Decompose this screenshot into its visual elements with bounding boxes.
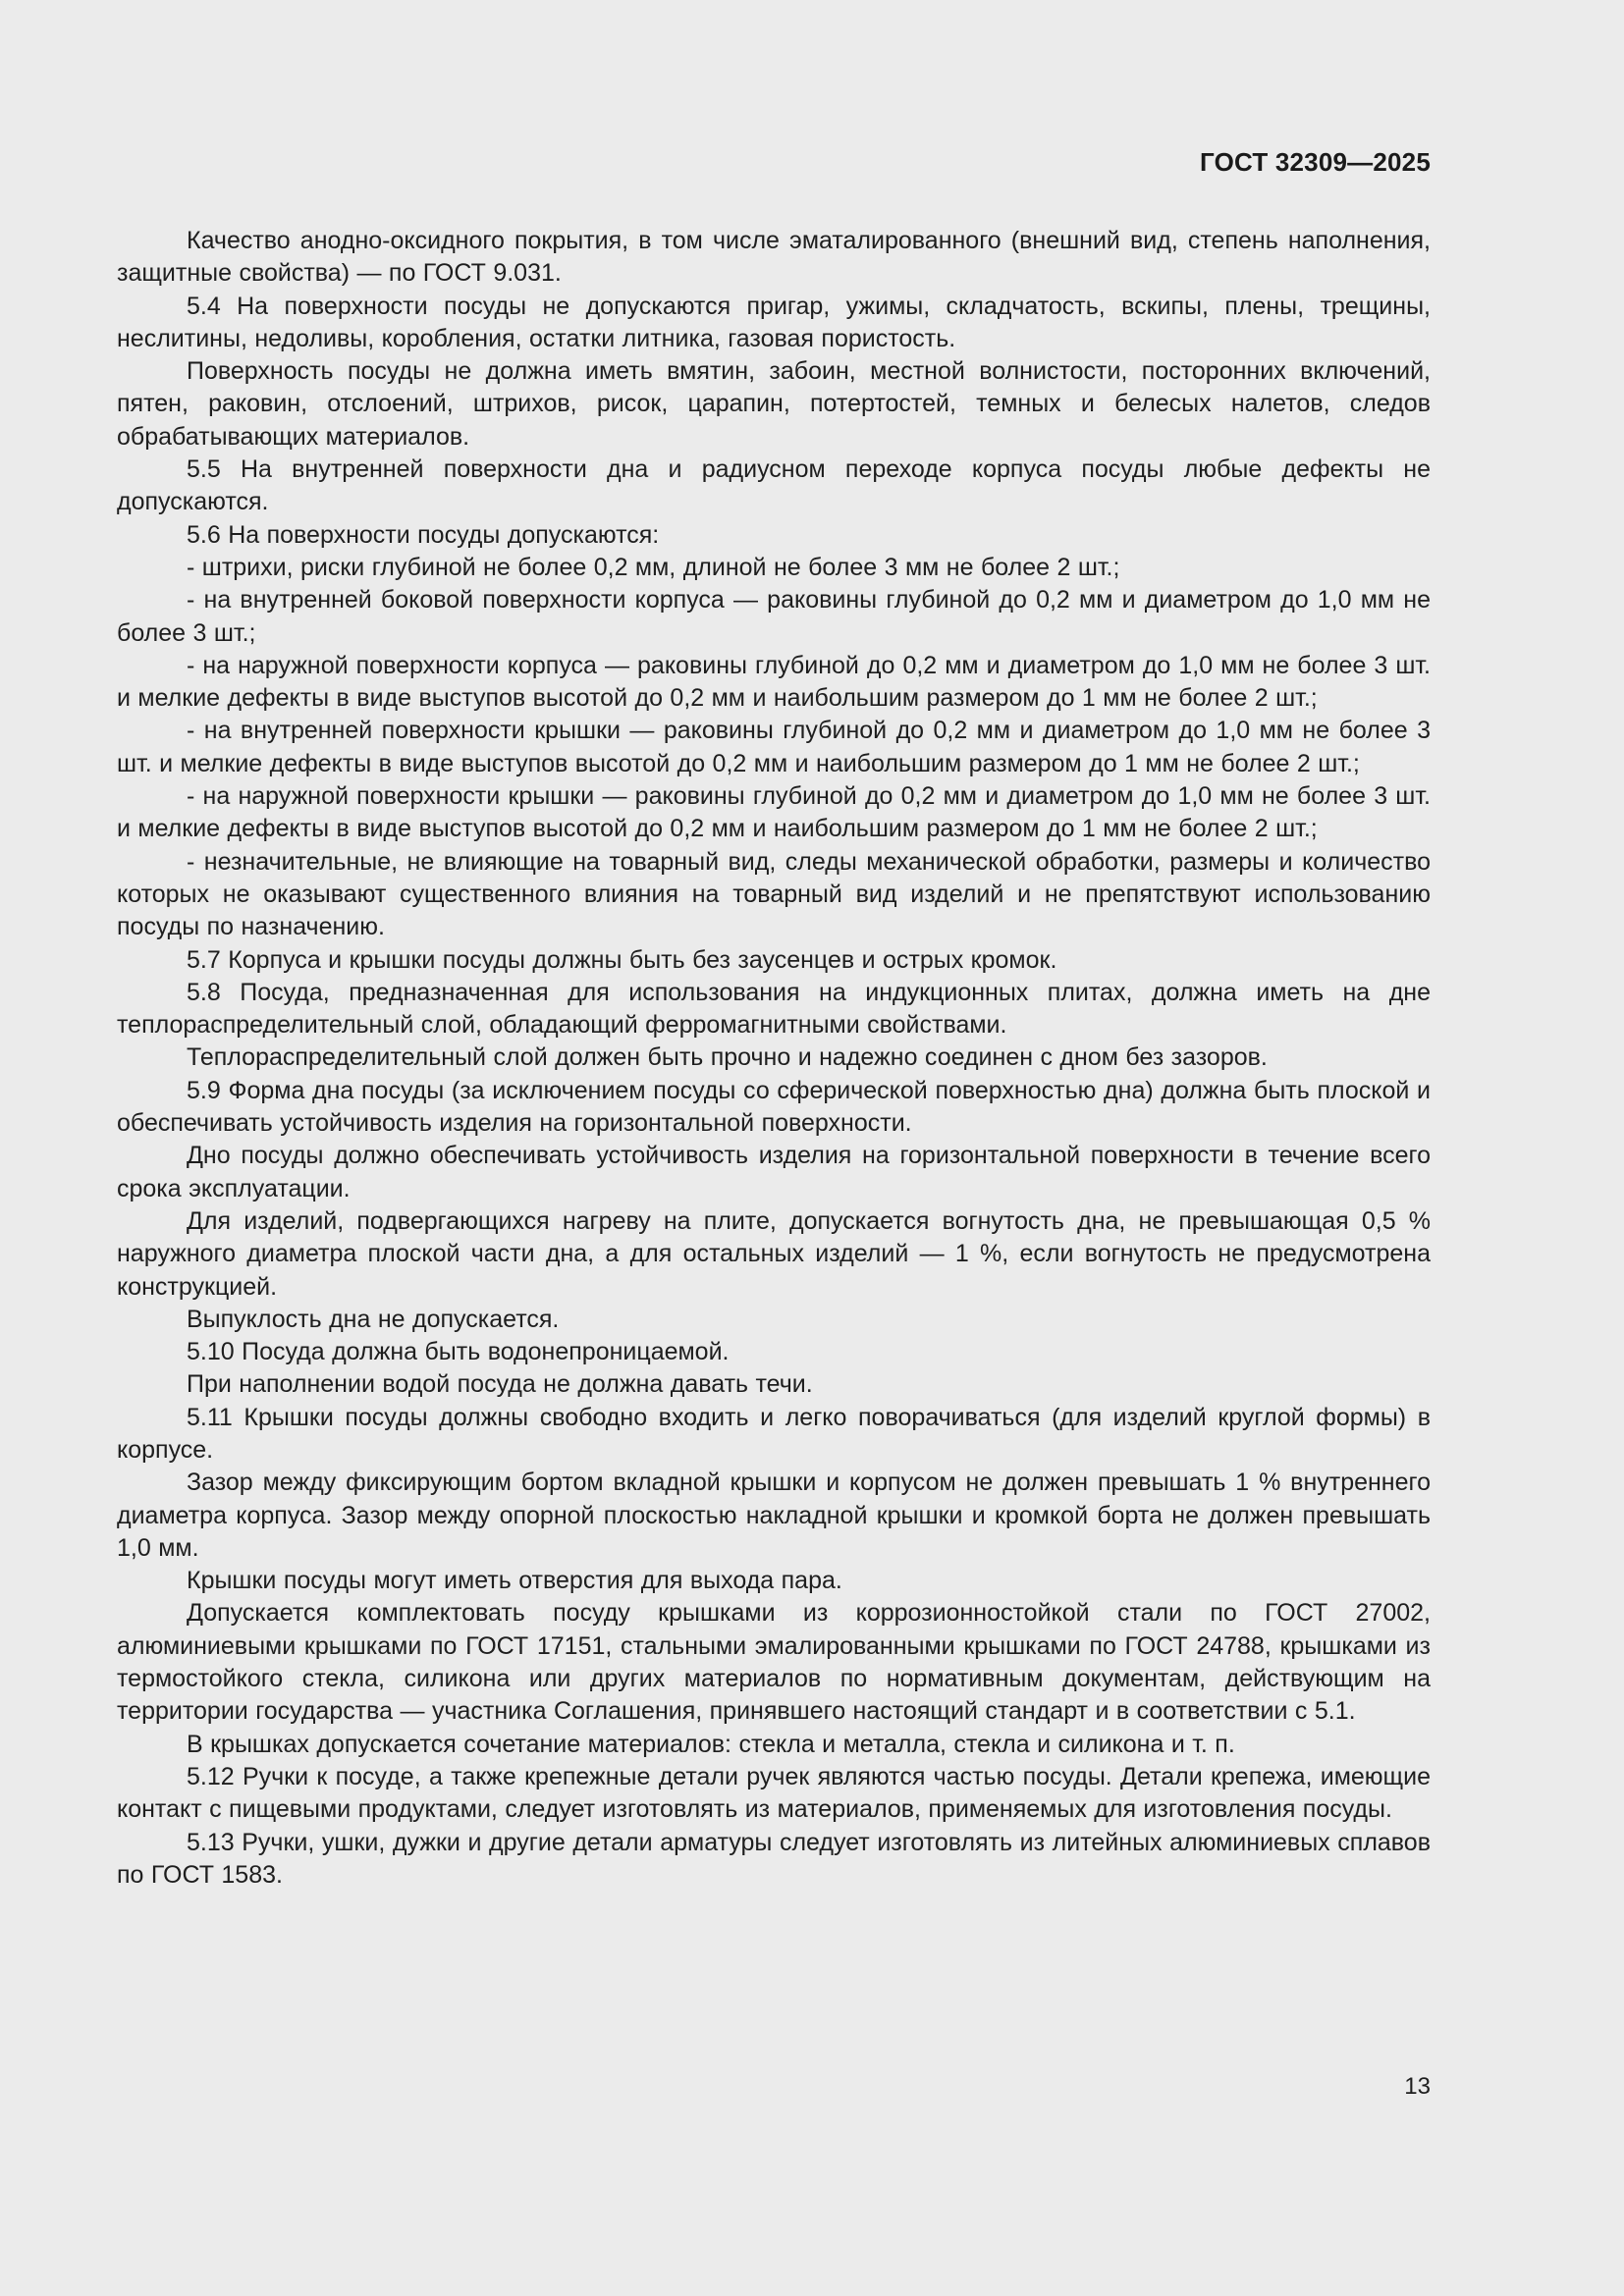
paragraph: Теплораспределительный слой должен быть прочно и надежно соединен с дном без зазоров. (187, 1043, 1268, 1072)
paragraph: Поверхность посуды не должна иметь вмятин, забоин, местной волнистости, посторонних включений, пятен, раковин, отслоений, штрихов, рисок, царапин, потертостей, темных и белесых налетов, следов обрабатывающих материалов. (117, 357, 1431, 451)
paragraph: Крышки посуды могут иметь отверстия для выхода пара. (187, 1567, 842, 1595)
list-item: - штрихи, риски глубиной не более 0,2 мм, длиной не более 3 мм не более 2 шт.; (187, 553, 1120, 581)
paragraph: Для изделий, подвергающихся нагреву на плите, допускается вогнутость дна, не превышающая 0,5 % наружного диаметра плоской части дна, а для остальных изделий — 1 %, если вогнутость не предусмотрена конструкцией. (117, 1206, 1431, 1301)
paragraph: 5.11 Крышки посуды должны свободно входить и легко поворачиваться (для изделий круглой формы) в корпусе. (117, 1403, 1431, 1464)
list-item: - на наружной поверхности крышки — раковины глубиной до 0,2 мм и диаметром до 1,0 мм не более 3 шт. и мелкие дефекты в виде выступов высотой до 0,2 мм и наибольшим размером до 1 мм не более 2 шт.; (117, 782, 1431, 843)
list-item: - на внутренней боковой поверхности корпуса — раковины глубиной до 0,2 мм и диаметром до 1,0 мм не более 3 шт.; (117, 586, 1431, 647)
paragraph: 5.10 Посуда должна быть водонепроницаемой. (187, 1338, 730, 1366)
page-number: 13 (1404, 2073, 1431, 2100)
paragraph: 5.5 На внутренней поверхности дна и радиусном переходе корпуса посуды любые дефекты не допускаются. (117, 455, 1431, 516)
paragraph: Допускается комплектовать посуду крышками из коррозионностойкой стали по ГОСТ 27002, алюминиевыми крышками по ГОСТ 17151, стальными эмалированными крышками по ГОСТ 24788, крышками из термостойкого стекла, силикона или других материалов по нормативным документам, действующим на территории государства — участника Соглашения, принявшего настоящий стандарт и в соответствии с 5.1. (117, 1599, 1431, 1726)
paragraph: 5.9 Форма дна посуды (за исключением посуды со сферической поверхностью дна) должна быть плоской и обеспечивать устойчивость изделия на горизонтальной поверхности. (117, 1076, 1431, 1138)
paragraph: 5.4 На поверхности посуды не допускаются пригар, ужимы, складчатость, вскипы, плены, трещины, неслитины, недоливы, коробления, остатки литника, газовая пористость. (117, 292, 1431, 352)
paragraph: Качество анодно-оксидного покрытия, в том числе эматалированного (внешний вид, степень наполнения, защитные свойства) — по ГОСТ 9.031. (117, 227, 1431, 288)
paragraph: Выпуклость дна не допускается. (187, 1305, 560, 1333)
paragraph: В крышках допускается сочетание материалов: стекла и металла, стекла и силикона и т. п. (187, 1730, 1235, 1758)
paragraph: 5.8 Посуда, предназначенная для использования на индукционных плитах, должна иметь на дне теплораспределительный слой, обладающий ферромагнитными свойствами. (117, 978, 1431, 1040)
list-item: - незначительные, не влияющие на товарный вид, следы механической обработки, размеры и количество которых не оказывают существенного влияния на товарный вид изделий и не препятствуют использованию посуды по назначению. (117, 847, 1431, 941)
list-item: - на внутренней поверхности крышки — раковины глубиной до 0,2 мм и диаметром до 1,0 мм не более 3 шт. и мелкие дефекты в виде выступов высотой до 0,2 мм и наибольшим размером до 1 мм не более 2 шт.; (117, 717, 1431, 777)
document-body (117, 225, 1431, 1892)
paragraph: Дно посуды должно обеспечивать устойчивость изделия на горизонтальной поверхности в течение всего срока эксплуатации. (117, 1142, 1431, 1202)
paragraph: При наполнении водой посуда не должна давать течи. (187, 1370, 813, 1399)
list-item: - на наружной поверхности корпуса — раковины глубиной до 0,2 мм и диаметром до 1,0 мм не более 3 шт. и мелкие дефекты в виде выступов высотой до 0,2 мм и наибольшим размером до 1 мм не более 2 шт.; (117, 651, 1431, 713)
paragraph: 5.6 На поверхности посуды допускаются: (187, 520, 660, 549)
paragraph: 5.12 Ручки к посуде, а также крепежные детали ручек являются частью посуды. Детали крепежа, имеющие контакт с пищевыми продуктами, следует изготовлять из материалов, применяемых для изготовления посуды. (117, 1762, 1431, 1824)
document-header: ГОСТ 32309—2025 (1200, 147, 1431, 177)
paragraph: 5.7 Корпуса и крышки посуды должны быть без заусенцев и острых кромок. (187, 945, 1057, 974)
paragraph: Зазор между фиксирующим бортом вкладной крышки и корпусом не должен превышать 1 % внутреннего диаметра корпуса. Зазор между опорной плоскостью накладной крышки и кромкой борта не должен превышать 1,0 мм. (117, 1468, 1431, 1562)
paragraph: 5.13 Ручки, ушки, дужки и другие детали арматуры следует изготовлять из литейных алюминиевых сплавов по ГОСТ 1583. (117, 1828, 1431, 1889)
